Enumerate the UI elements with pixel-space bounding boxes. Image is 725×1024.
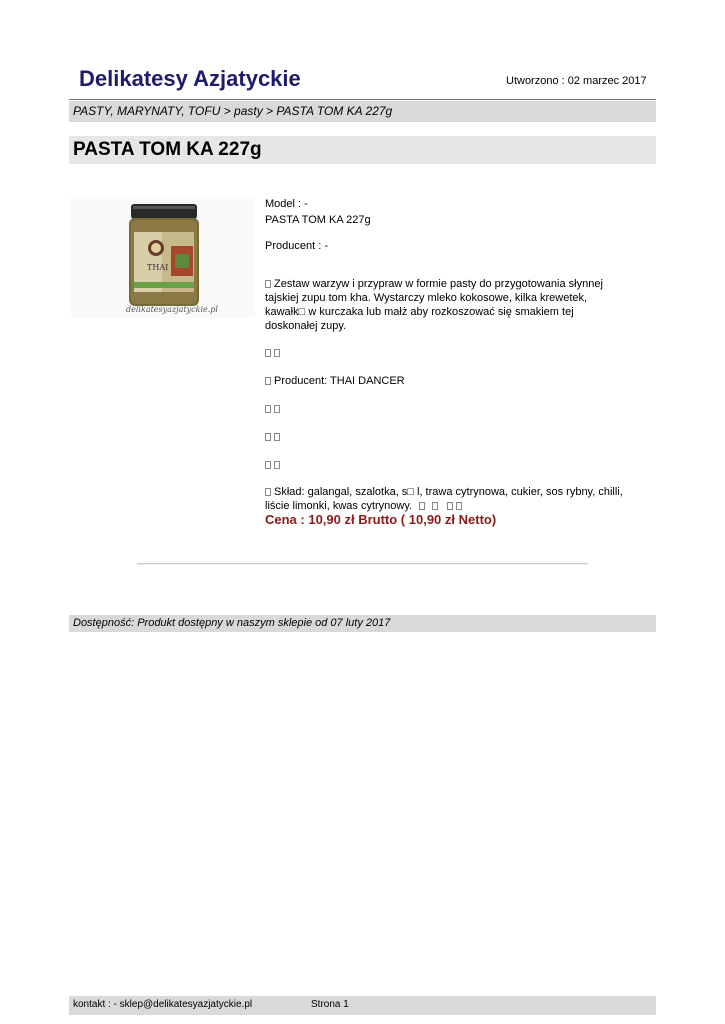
site-title: Delikatesy Azjatyckie: [79, 66, 301, 91]
missing-glyph-icon: [265, 405, 271, 413]
glyph-row: [265, 402, 283, 416]
product-title: PASTA TOM KA 227g: [73, 139, 262, 160]
jar-illustration: [71, 196, 255, 318]
model-name: PASTA TOM KA 227g: [265, 214, 371, 226]
glyph-row: [265, 458, 283, 472]
missing-glyph-icon: [447, 502, 453, 510]
glyph-row: [265, 346, 283, 360]
missing-glyph-icon: [456, 502, 462, 510]
created-date: Utworzono : 02 marzec 2017: [506, 75, 647, 87]
image-watermark: delikatesyazjatyckie.pl: [126, 305, 218, 314]
missing-glyph-icon: [265, 433, 271, 441]
availability-bar: [69, 615, 656, 632]
jar-brand-text: THAI: [147, 263, 169, 272]
missing-glyph-icon: [274, 433, 280, 441]
description-line: Zestaw warzyw i przypraw w formie pasty do przygotowania słynnej: [265, 277, 645, 291]
description-line: doskonałej zupy.: [265, 320, 347, 332]
missing-glyph-icon: [274, 405, 280, 413]
producer-line: Producent: THAI DANCER: [265, 374, 405, 388]
price: Cena : 10,90 zł Brutto ( 10,90 zł Netto): [265, 512, 497, 527]
ingredients: Skład: galangal, szalotka, s□ l, trawa cytrynowa, cukier, sos rybny, chilli, liście limonki, kwas cytrynowy.: [265, 486, 623, 512]
footer-page-number: Strona 1: [311, 999, 349, 1010]
missing-glyph-icon: [419, 502, 425, 510]
producer-label: Producent : -: [265, 240, 328, 252]
missing-glyph-icon: [265, 488, 271, 496]
product-description: [265, 277, 645, 333]
description-line: kawałk□ w kurczaka lub małż aby rozkoszować się smakiem tej: [265, 306, 574, 318]
missing-glyph-icon: [265, 349, 271, 357]
missing-glyph-icon: [274, 461, 280, 469]
glyph-row: [265, 430, 283, 444]
footer-contact: kontakt : - sklep@delikatesyazjatyckie.pl: [73, 999, 253, 1010]
missing-glyph-icon: [265, 461, 271, 469]
product-title-bar: [69, 136, 656, 164]
header-rule: [69, 99, 656, 100]
missing-glyph-icon: [432, 502, 438, 510]
footer: [69, 996, 656, 1015]
missing-glyph-icon: [265, 377, 271, 385]
model-label: Model : -: [265, 198, 308, 210]
breadcrumb: PASTY, MARYNATY, TOFU > pasty > PASTA TOM KA 227g: [73, 104, 393, 118]
missing-glyph-icon: [265, 280, 271, 288]
missing-glyph-icon: [274, 349, 280, 357]
breadcrumb-bar: [69, 101, 656, 122]
product-image: [71, 196, 255, 318]
description-line: tajskiej zupu tom kha. Wystarczy mleko kokosowe, kilka krewetek,: [265, 292, 588, 304]
availability-text: Dostępność: Produkt dostępny w naszym sklepie od 07 luty 2017: [73, 617, 391, 629]
section-divider: [137, 563, 588, 564]
